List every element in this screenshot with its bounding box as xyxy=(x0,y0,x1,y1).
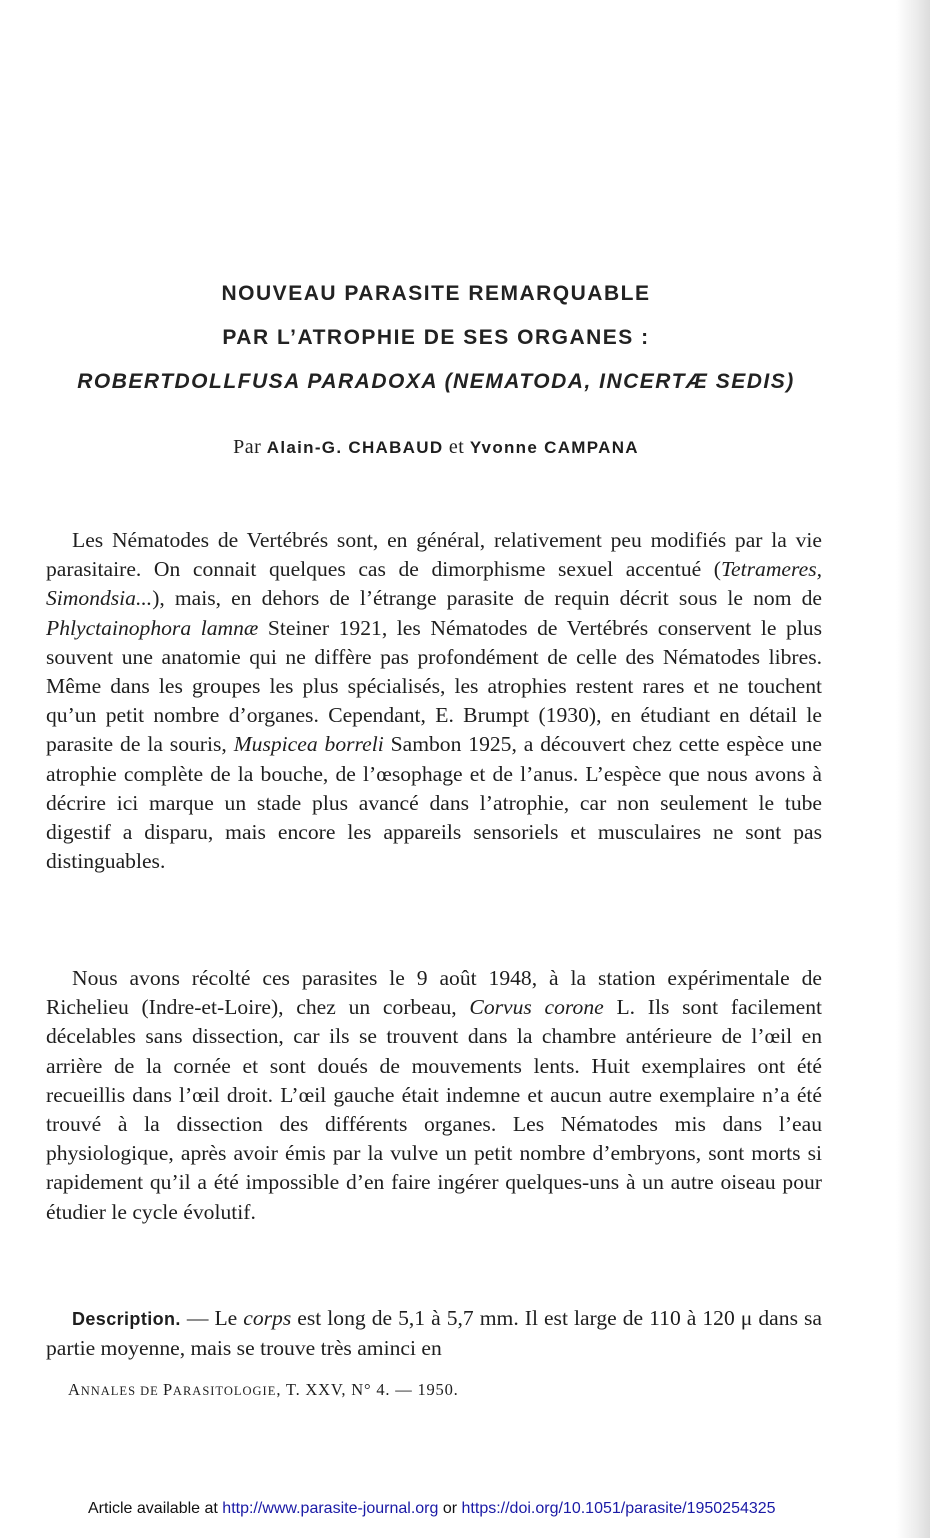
text-run: est long de 5,1 à 5,7 mm. Il est large de 110 à 120 μ dans sa partie moyenne, mais se trouve très aminci en xyxy=(46,1306,822,1361)
text-run: — Le xyxy=(180,1306,244,1330)
scan-edge-shadow xyxy=(896,0,930,1538)
citation-smallcaps: NNALES DE xyxy=(80,1384,163,1398)
citation-initial: A xyxy=(68,1380,81,1399)
title-line-1: NOUVEAU PARASITE REMARQUABLE xyxy=(221,282,651,305)
title-line-2: PAR L’ATROPHIE DE SES ORGANES : xyxy=(222,326,650,349)
paragraph-collection xyxy=(46,964,822,1227)
paragraph-intro xyxy=(46,526,822,876)
authors-line xyxy=(0,432,872,463)
note-prefix: Article available at xyxy=(88,1500,223,1517)
taxon-name: Tetrameres, Simondsia... xyxy=(46,557,822,611)
authors-par: Par xyxy=(233,436,262,458)
emphasis: corps xyxy=(243,1306,292,1330)
journal-citation xyxy=(68,1380,459,1400)
journal-site-link[interactable]: http://www.parasite-journal.org xyxy=(222,1500,439,1517)
author-chabaud: Alain-G. CHABAUD xyxy=(266,438,444,457)
citation-volume: , T. XXV, N° 4. — 1950. xyxy=(276,1380,459,1399)
taxon-name: Muspicea borreli xyxy=(233,732,384,757)
text-run: ), mais, en dehors de l’étrange parasite de requin décrit sous le nom de xyxy=(152,586,822,611)
authors-et: et xyxy=(448,436,465,458)
paragraph-description xyxy=(46,1304,822,1363)
taxon-name: Corvus corone xyxy=(469,995,604,1020)
description-label: Description. xyxy=(72,1309,181,1329)
title-line-3: ROBERTDOLLFUSA PARADOXA (NEMATODA, INCERTÆ SEDIS) xyxy=(77,370,795,393)
note-or: or xyxy=(438,1500,462,1517)
article-availability-note xyxy=(88,1500,776,1518)
doi-link[interactable]: https://doi.org/10.1051/parasite/1950254325 xyxy=(461,1500,776,1517)
taxon-name: Phlyctainophora lamnæ xyxy=(46,615,259,640)
text-run: L. Ils sont facilement décelables sans dissection, car ils se trouvent dans la chambre antérieure de l’œil en arrière de la cornée et sont doués de mouvements lents. Huit exemplaires ont été recueillis dans l’œil droit. L’œil gauche était indemne et aucun autre exemplaire n’a été trouvé à la dissection des différents organes. Les Nématodes mis dans l’eau physiologique, après avoir émis par la vulve un petit nombre d’embryons, sont morts si rapidement qu’il a été impossible d’en faire ingérer quelques-uns à un autre oiseau pour étudier le cycle évolutif. xyxy=(46,995,822,1224)
text-run: Sambon 1925, a découvert chez cette espèce une atrophie complète de la bouche, de l’œsophage et de l’anus. L’espèce que nous avons à décrire ici marque un stade plus avancé dans l’atrophie, car non seulement le tube digestif a disparu, mais encore les appareils sensoriels et musculaires ne sont pas distinguables. xyxy=(46,732,822,874)
citation-smallcaps: ARASITOLOGIE xyxy=(172,1384,277,1398)
text-run: Les Nématodes de Vertébrés sont, en général, relativement peu modifiés par la vie parasitaire. On connait quelques cas de dimorphisme sexuel accentué ( xyxy=(46,528,822,582)
citation-initial: P xyxy=(162,1380,173,1399)
article-title xyxy=(0,272,872,404)
text-run: Nous avons récolté ces parasites le 9 août 1948, à la station expérimentale de Richelieu (Indre-et-Loire), chez un corbeau, xyxy=(46,966,822,1020)
author-campana: Yvonne CAMPANA xyxy=(469,438,639,457)
text-run: Steiner 1921, les Nématodes de Vertébrés conservent le plus souvent une anatomie qui ne diffère pas profondément de celle des Nématodes libres. Même dans les groupes les plus spécialisés, les atrophies restent rares et ne touchent qu’un petit nombre d’organes. Cependant, E. Brumpt (1930), en étudiant en détail le parasite de la souris, xyxy=(46,615,823,757)
